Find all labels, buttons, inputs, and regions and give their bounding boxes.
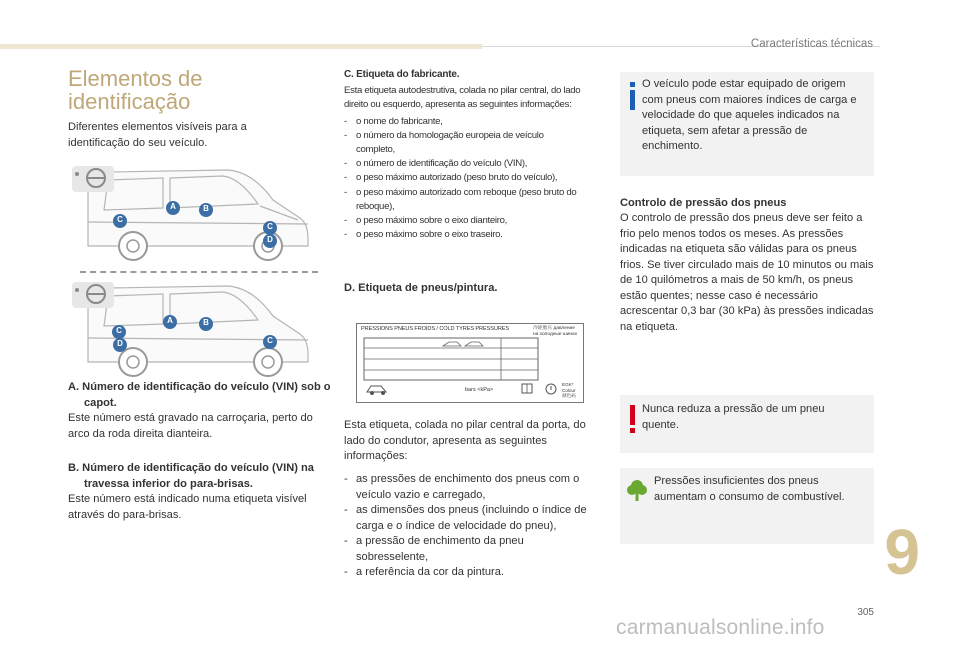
section-d-text: Esta etiqueta, colada no pilar central da porta, do lado do condutor, apresenta as seguintes informações: (344, 419, 586, 462)
tyre-label-icons (521, 382, 559, 396)
pressure-heading: Controlo de pressão dos pneus (620, 197, 787, 209)
list-item: - o nome do fabricante, (344, 115, 584, 129)
section-c-heading: C. Etiqueta do fabricante. (344, 69, 460, 80)
header-bar (0, 44, 482, 49)
section-a-text: Este número está gravado na carroçaria, perto do arco da roda direita dianteira. (68, 412, 313, 440)
watermark: carmanualsonline.info (616, 616, 825, 639)
intro-text: Diferentes elementos visíveis para a identificação do seu veículo. (68, 121, 247, 149)
warning-box (620, 395, 874, 453)
section-b-heading: B. Número de identificação do veículo (VIN) na travessa inferior do para-brisas. (68, 462, 314, 490)
section-d-list (344, 472, 596, 581)
chapter-number: 9 (884, 516, 920, 588)
page-number: 305 (857, 607, 874, 618)
list-item: - o peso máximo sobre o eixo traseiro. (344, 228, 584, 242)
marker-c-top-left: C (113, 214, 127, 233)
list-item: - o peso máximo autorizado com reboque (peso bruto do reboque), (344, 186, 584, 214)
marker-d-bottom: D (113, 338, 127, 357)
list-item: - a referência da cor da pintura. (344, 565, 596, 581)
car-icon (365, 382, 391, 396)
tyre-label-title: PRESSIONS PNEUS FROIDS / COLD TYRES PRESSURES (361, 326, 510, 332)
list-item: - a pressão de enchimento da pneu sobresselente, (344, 534, 596, 565)
warning-box-text: Nunca reduza a pressão de um pneu quente. (642, 403, 825, 431)
marker-c-bottom-right: C (263, 335, 277, 354)
section-b-text: Este número está indicado numa etiqueta visível através do para-brisas. (68, 493, 307, 521)
tyre-label-multilingual: 冷轮胎压 давление на холодные шинах (533, 326, 578, 337)
tyre-label-colour-code: EGK* Colour 颜色码 (562, 382, 576, 398)
list-item: - o número da homologação europeia de veículo completo, (344, 129, 584, 157)
marker-b-top: B (199, 203, 213, 222)
marker-c-bottom-left: C (112, 325, 126, 344)
section-c (344, 68, 584, 242)
dashed-separator (80, 271, 318, 273)
marker-a-top: A (166, 201, 180, 220)
info-box (620, 72, 874, 176)
list-item: - as pressões de enchimento dos pneus com o veículo vazio e carregado, (344, 472, 596, 503)
list-item: - o número de identificação do veículo (VIN), (344, 157, 584, 171)
tyre-label-units: bars <kPa> (465, 387, 494, 393)
list-item: - as dimensões dos pneus (incluindo o índice de carga e o índice de velocidade do pneu), (344, 503, 596, 534)
page-title: Elementos de identificação (68, 66, 203, 114)
eco-box (620, 468, 874, 544)
info-icon (628, 82, 637, 112)
info-box-text: O veículo pode estar equipado de origem com pneus com maiores índices de carga e velocidade do que aqueles indicados na etiqueta, sem afetar a pressão de enchimento. (642, 78, 857, 152)
marker-b-bottom: B (199, 317, 213, 336)
pressure-text: O controlo de pressão dos pneus deve ser feito a frio pelo menos todos os meses. As pressões indicadas na etiqueta são válidas para os pneus frios. Se tiver circulado mais de 10 minutos ou mais de 10 quilómetros a mais de 50 km/h, os pneus estão quentes; nesse caso é necessário acrescentar 0,3 bar (30 kPa) às pressões indicadas na etiqueta. (620, 212, 874, 333)
marker-a-bottom: A (163, 315, 177, 334)
list-item: - o peso máximo autorizado (peso bruto do veículo), (344, 171, 584, 185)
section-a-heading: A. Número de identificação do veículo (VIN) sob o capot. (68, 381, 331, 409)
section-c-list (344, 115, 584, 243)
marker-d-top: D (263, 234, 277, 253)
eco-box-text: Pressões insuficientes dos pneus aumentam o consumo de combustível. (654, 475, 845, 503)
vehicle-illustration-bottom (68, 278, 318, 378)
warning-icon (628, 405, 637, 435)
tyre-pressure-label (356, 323, 584, 403)
section-c-text: Esta etiqueta autodestrutiva, colada no pilar central, do lado direito ou esquerdo, apresenta as seguintes informações: (344, 85, 581, 111)
chapter-title: Características técnicas (750, 38, 873, 50)
list-item: - o peso máximo sobre o eixo dianteiro, (344, 214, 584, 228)
marker-c-top-right: C (263, 221, 277, 240)
vehicle-illustration-top (68, 160, 318, 265)
tyre-pressure-table (363, 337, 539, 381)
section-d-heading: D. Etiqueta de pneus/pintura. (344, 282, 498, 294)
tree-icon (626, 478, 648, 502)
